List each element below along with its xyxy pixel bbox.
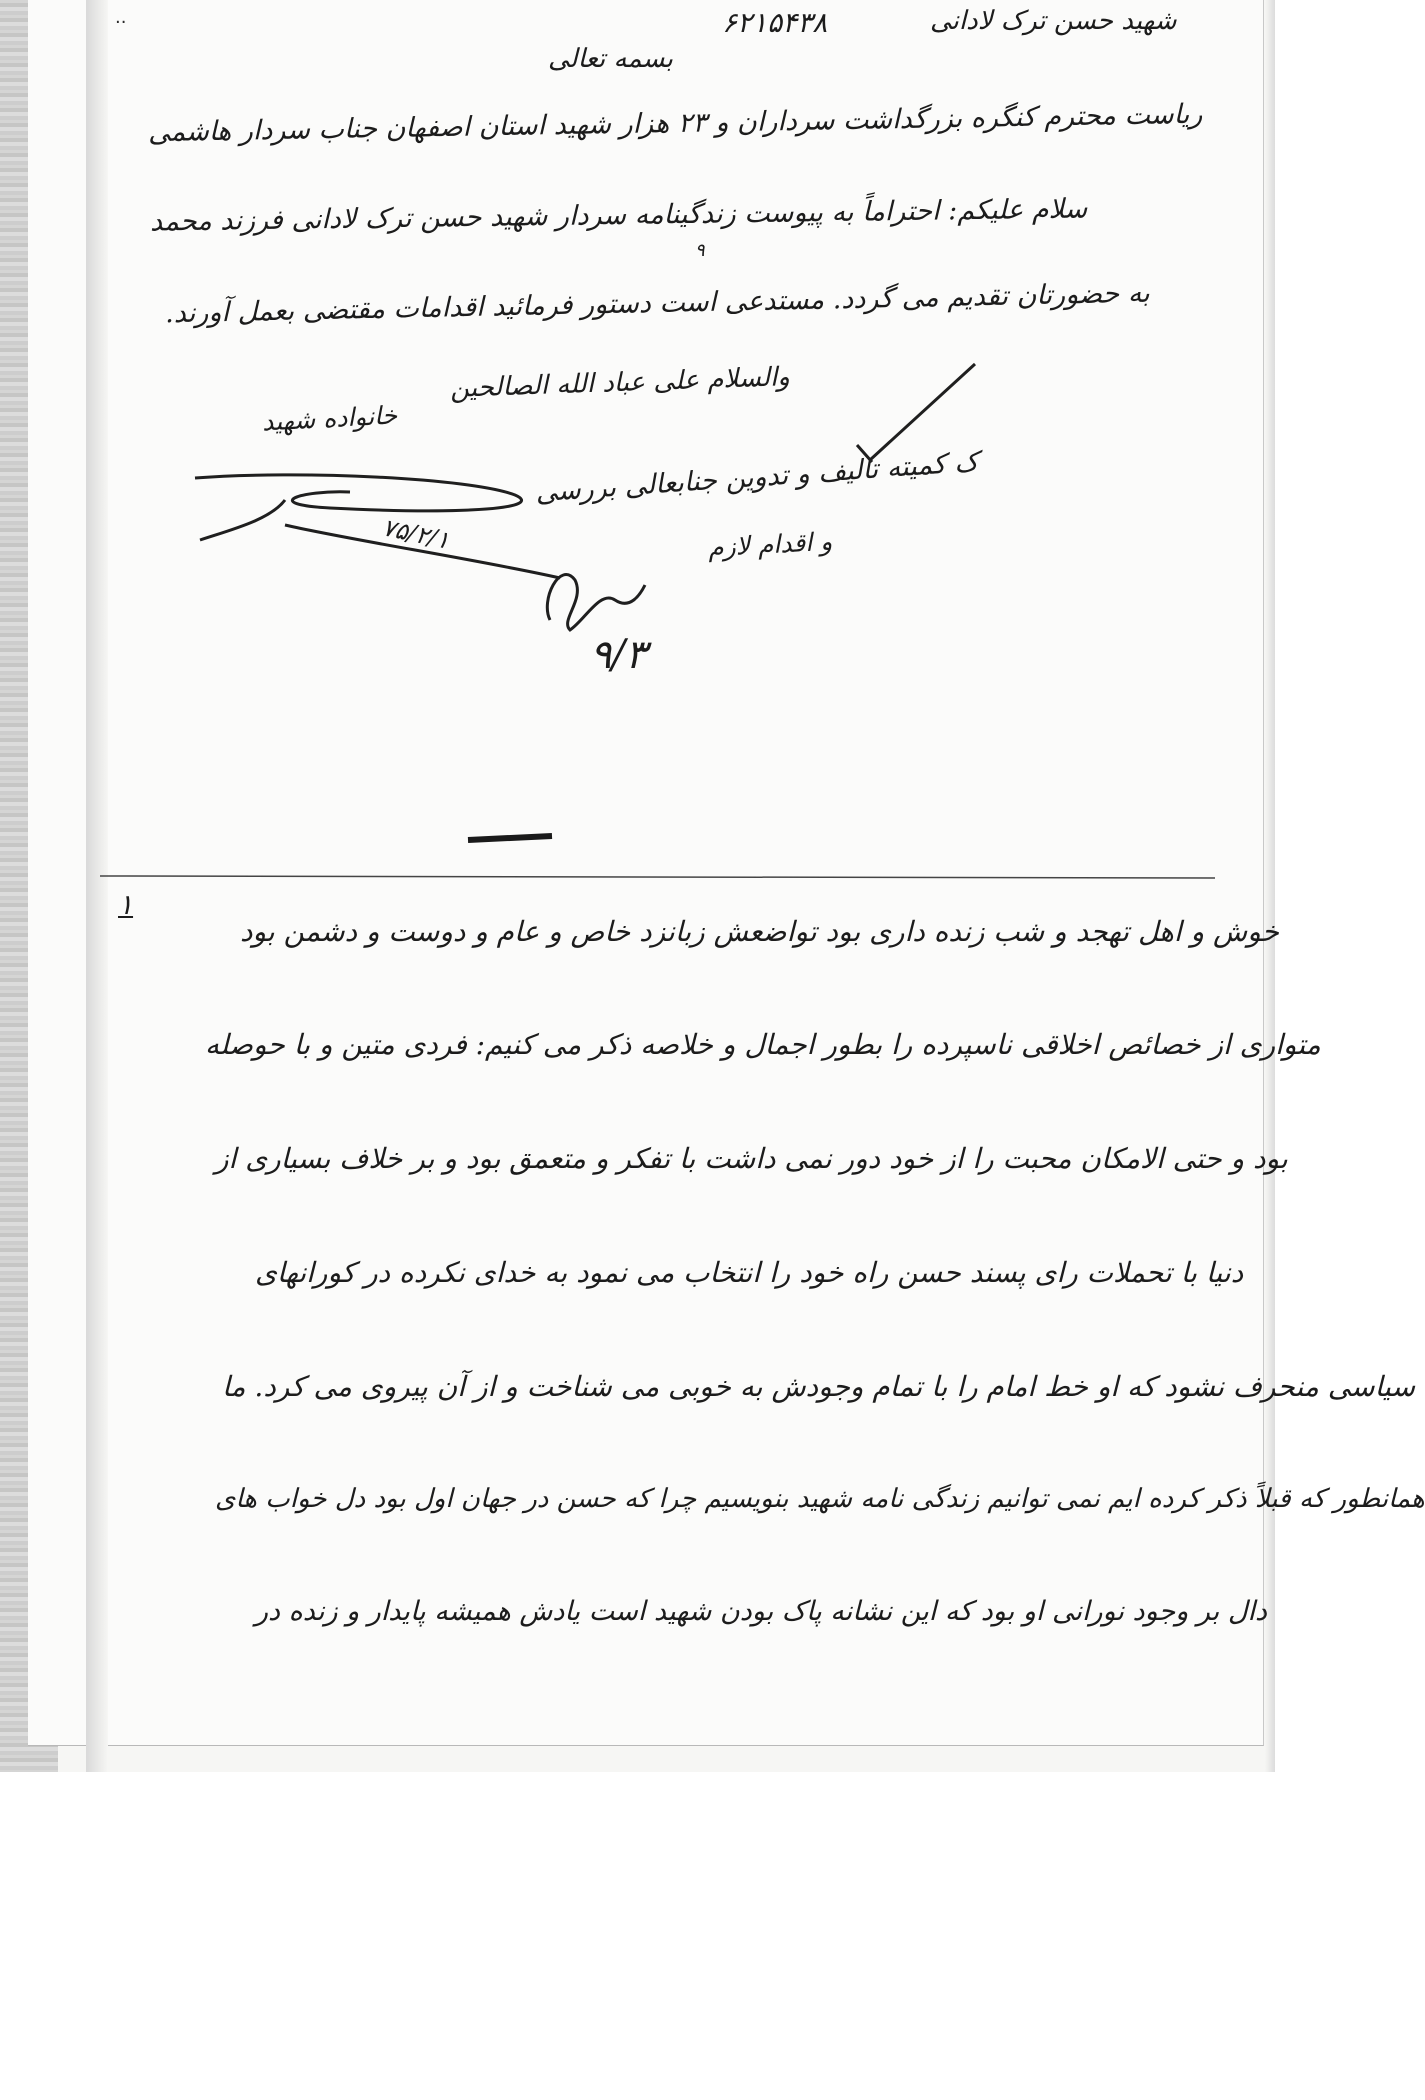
biography-line-1: خوش و اهل تهجد و شب زنده داری بود تواضعش زبانزد خاص و عام و دوست و دشمن بود (240, 915, 1279, 948)
header-subject: شهید حسن ترک لادانی (930, 6, 1177, 36)
signature-tail (200, 500, 560, 578)
initials-scribble (547, 575, 645, 630)
separator-dash (468, 836, 552, 840)
biography-line-3: بود و حتی الامکان محبت را از خود دور نمی داشت با تفکر و متعمق بود و بر خلاف بسیاری از (215, 1142, 1288, 1175)
letter-line-1: سلام علیکم: احتراماً به پیوست زندگینامه سردار شهید حسن ترک لادانی فرزند محمد (149, 193, 1088, 238)
annotation-action: و اقدام لازم (707, 526, 833, 563)
biography-line-2: متواری از خصائص اخلاقی ناسپرده را بطور اجمال و خلاصه ذکر می کنیم: فردی متین و با حوصله (205, 1028, 1321, 1061)
annotation-date: ۷۵/۲/۱ (379, 513, 452, 555)
page-marker: ۱ (118, 888, 134, 921)
corner-dots: ·· (115, 12, 127, 33)
annotation-initials: ۹/۳ (590, 632, 647, 678)
biography-line-6: همانطور که قبلاً ذکر کرده ایم نمی توانیم زندگی نامه شهید بنویسیم چرا که حسن در جهان اول بود دل خواب های (215, 1484, 1425, 1514)
header-serial: ۶۲۱۵۴۳۸ (722, 6, 828, 39)
checkmark-stroke (870, 364, 975, 460)
biography-line-7: دال بر وجود نورانی او بود که این نشانه پاک بودن شهید است یادش همیشه پایدار و زنده در (255, 1596, 1267, 1627)
letter-signature: خانواده شهید (261, 400, 398, 437)
checkmark-hook (857, 445, 872, 462)
separator-line (100, 876, 1215, 878)
annotation-instruction: ک کمیته تالیف و تدوین جنابعالی بررسی (534, 446, 980, 509)
biography-line-4: دنیا با تحملات رای پسند حسن راه خود را انتخاب می نمود به خدای نکرده در کورانهای (255, 1256, 1244, 1289)
letter-address: ریاست محترم کنگره بزرگداشت سرداران و ۲۳ هزار شهید استان اصفهان جناب سردار هاشمی (147, 98, 1203, 149)
biography-line-5: سیاسی منحرف نشود که او خط امام را با تمام وجودش به خوبی می شناخت و از آن پیروی می کرد. ما (222, 1370, 1416, 1403)
signature-loop (195, 475, 522, 511)
letter-line-1-note: ۹ (695, 240, 705, 261)
letter-line-2: به حضورتان تقدیم می گردد. مستدعی است دستور فرمائید اقدامات مقتضی بعمل آورند. (164, 277, 1151, 330)
invocation: بسمه تعالی (548, 44, 673, 74)
letter-closing: والسلام علی عباد الله الصالحین (449, 362, 791, 404)
